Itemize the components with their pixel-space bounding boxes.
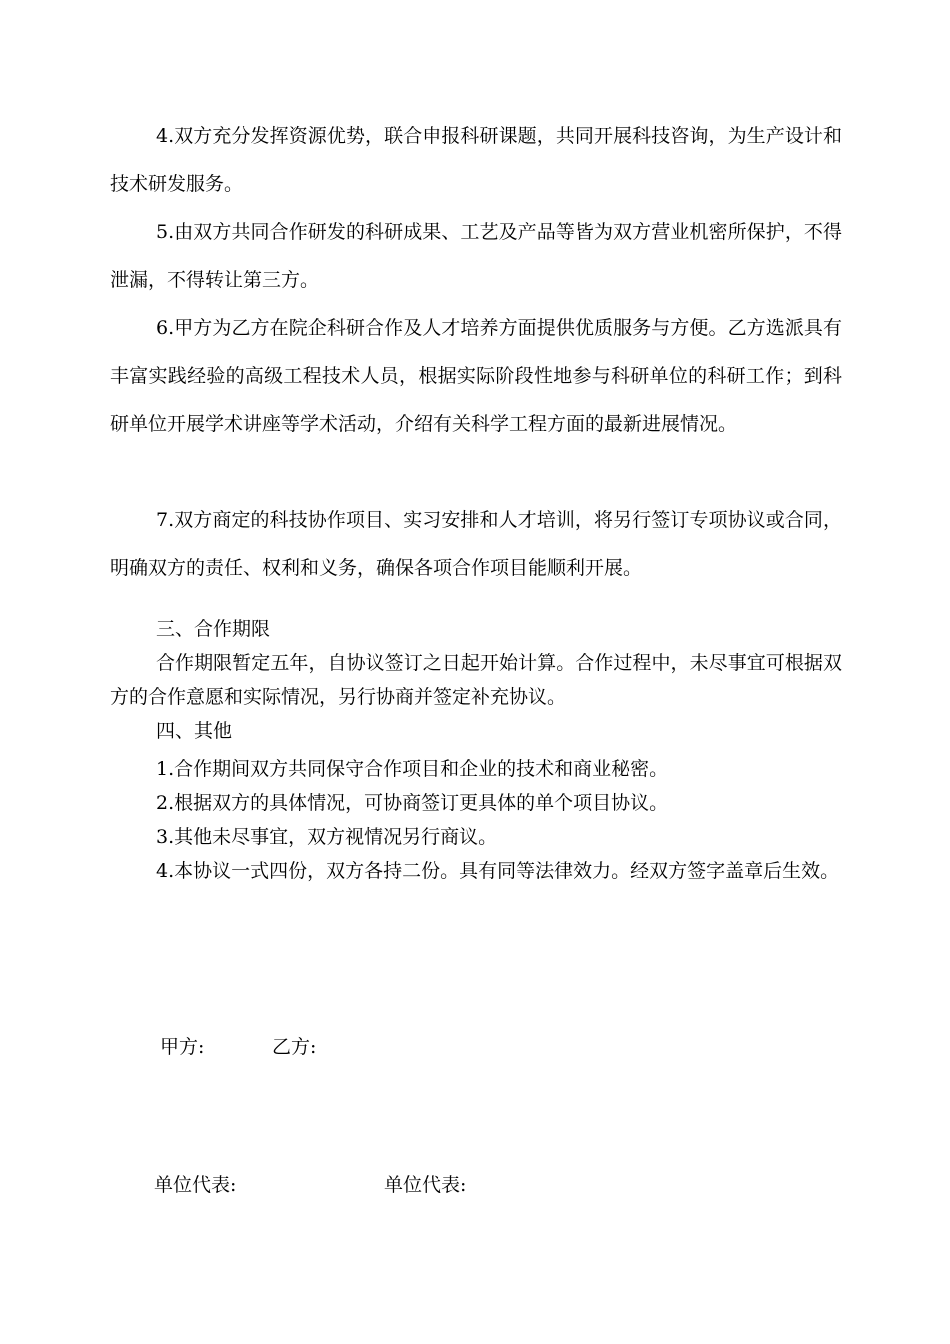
clause-7: 7.双方商定的科技协作项目、实习安排和人才培训，将另行签订专项协议或合同，明确双方的责任、权利和义务，确保各项合作项目能顺利开展。 — [110, 509, 842, 579]
clause-4: 4.双方充分发挥资源优势，联合申报科研课题，共同开展科技咨询，为生产设计和技术研发服务。 — [110, 125, 842, 195]
party-a-label: 甲方: — [160, 1036, 205, 1058]
section-4-item-4: 4.本协议一式四份，双方各持二份。具有同等法律效力。经双方签字盖章后生效。 — [156, 860, 840, 882]
rep-a-label: 单位代表: — [154, 1174, 237, 1196]
clause-6: 6.甲方为乙方在院企科研合作及人才培养方面提供优质服务与方便。乙方选派具有丰富实践经验的高级工程技术人员，根据实际阶段性地参与科研单位的科研工作；到科研单位开展学术讲座等学术活动，介绍有关科学工程方面的最新进展情况。 — [110, 317, 842, 435]
section-3-body: 合作期限暂定五年，自协议签订之日起开始计算。合作过程中，未尽事宜可根据双方的合作意愿和实际情况，另行协商并签定补充协议。 — [110, 652, 842, 708]
section-4-item-1: 1.合作期间双方共同保守合作项目和企业的技术和商业秘密。 — [156, 758, 669, 780]
section-3-title: 三、合作期限 — [156, 618, 271, 640]
rep-b-label: 单位代表: — [384, 1174, 467, 1196]
section-4-item-3: 3.其他未尽事宜，双方视情况另行商议。 — [156, 826, 498, 848]
section-4-item-2: 2.根据双方的具体情况，可协商签订更具体的单个项目协议。 — [156, 792, 669, 814]
section-4-title: 四、其他 — [156, 720, 233, 742]
party-b-label: 乙方: — [272, 1036, 317, 1058]
clause-5: 5.由双方共同合作研发的科研成果、工艺及产品等皆为双方营业机密所保护，不得泄漏，不得转让第三方。 — [110, 221, 842, 291]
